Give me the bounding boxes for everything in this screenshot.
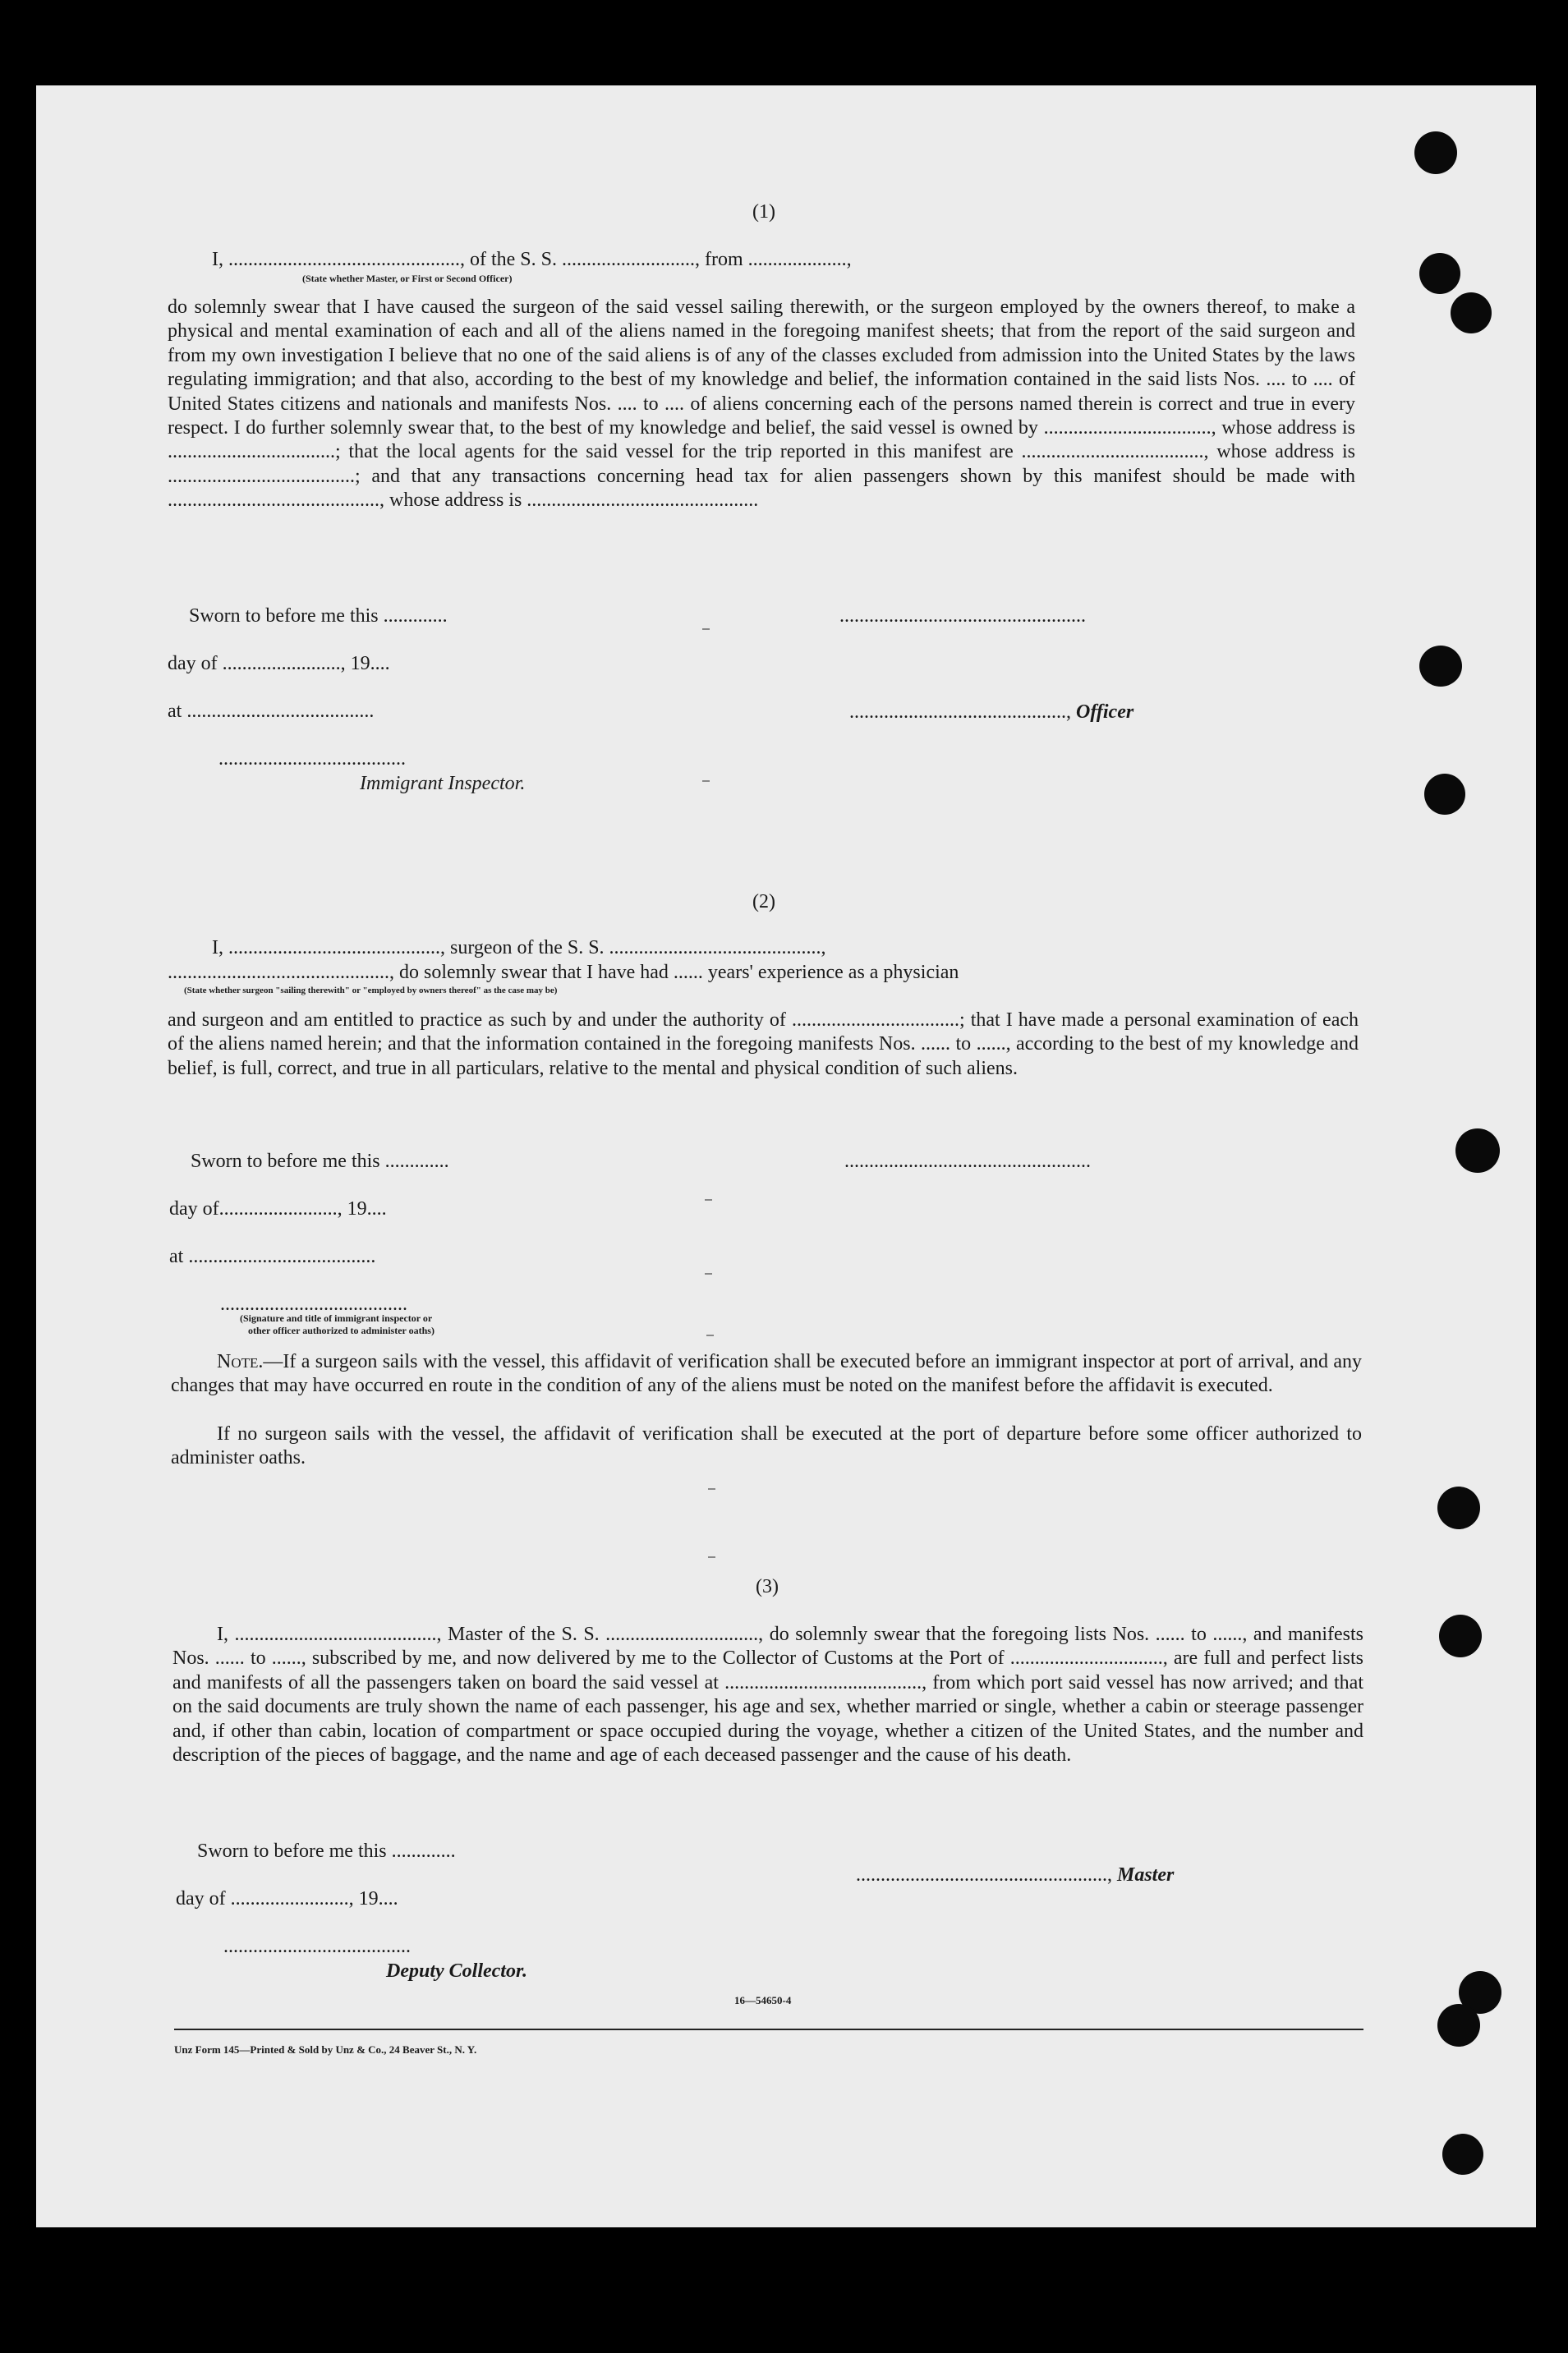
oath-body: do solemnly swear that I have caused the surgeon of the said vessel sailing therewith, or the surgeon employed by the owners thereof, to make a physical and mental examination of each and all of the aliens named in the foregoing manifest sheets; that from the report of the said surgeon and from my own investigation I believe that no one of the said aliens is of any of the classes excluded from admission into the United States by the laws regulating immigration; and that also, according to the best of my knowledge and belief, the information contained in the said lists Nos. .... to .... of United States citizens and nationals and manifests Nos. .... to .... of aliens concerning each of the persons named therein is correct and true in every respect. I do further solemnly swear that, to the best of my knowledge and belief, the said vessel is owned by .................................., whose address is ..................................; that the local agents for the said vessel for the trip reported in this manifest are ....................................., whose address is ......................................; and that any transactions concerning head tax for alien passengers shown by this manifest should be made with ..........................................., whose address is ............................................... xyxy=(168,296,1355,512)
officer-label: Officer xyxy=(1076,701,1134,723)
signature-line: .................................................. xyxy=(844,1151,1091,1172)
signature-line: ...................................... xyxy=(218,748,406,770)
sworn-line: Sworn to before me this ............. xyxy=(197,1841,456,1862)
day-line: day of ........................, 19.... xyxy=(176,1888,398,1910)
printer-credit: Unz Form 145—Printed & Sold by Unz & Co., 24 Beaver St., N. Y. xyxy=(174,2043,477,2056)
note-text: —If a surgeon sails with the vessel, this affidavit of verification shall be executed before an immigrant inspector at port of arrival, and any changes that may have occurred en route in the condition of any of the aliens must be noted on the manifest before the affidavit is executed. xyxy=(171,1351,1362,1397)
sworn-line: Sworn to before me this ............. xyxy=(191,1151,449,1172)
section-number: (2) xyxy=(752,891,775,912)
punch-hole xyxy=(1451,292,1492,333)
punch-hole xyxy=(1455,1128,1500,1173)
signature-line: ...................................... xyxy=(223,1936,411,1957)
signature-caption: other officer authorized to administer oaths) xyxy=(248,1325,435,1336)
oath-line: I, ..............................................., of the S. S. ..........................., from ...................., xyxy=(212,249,852,270)
speck xyxy=(702,780,710,782)
officer-line xyxy=(839,677,1133,724)
signature-label: Deputy Collector. xyxy=(386,1960,527,1982)
sworn-line: Sworn to before me this ............. xyxy=(189,605,448,627)
at-line: at ...................................... xyxy=(168,701,375,722)
punch-hole xyxy=(1419,253,1460,294)
speck xyxy=(708,1488,715,1490)
punch-hole xyxy=(1437,2004,1480,2047)
officer-signature-line: ............................................, xyxy=(849,701,1076,723)
field-caption: (State whether surgeon "sailing therewith" or "employed by owners thereof" as the case may be) xyxy=(184,986,558,995)
field-caption: (State whether Master, or First or Second Officer) xyxy=(302,273,513,284)
master-signature-line: ..................................................., xyxy=(856,1864,1117,1886)
form-code: 16—54650-4 xyxy=(734,1994,792,2006)
oath-line: ............................................., do solemnly swear that I have had ...... years' experience as a physician xyxy=(168,962,959,983)
day-line: day of........................, 19.... xyxy=(169,1198,387,1220)
punch-hole xyxy=(1439,1615,1482,1657)
section-number: (1) xyxy=(752,201,775,223)
speck xyxy=(706,1335,714,1336)
speck xyxy=(705,1199,712,1201)
master-label: Master xyxy=(1117,1864,1175,1886)
signature-label: Immigrant Inspector. xyxy=(360,773,526,794)
section-number: (3) xyxy=(756,1576,779,1597)
punch-hole xyxy=(1414,131,1457,174)
speck xyxy=(702,628,710,630)
punch-hole xyxy=(1437,1487,1480,1529)
oath-body: and surgeon and am entitled to practice as such by and under the authority of ..................................; that I have made a personal examination of each of the aliens named herein; and that the information contained in the foregoing manifests Nos. ...... to ......, according to the best of my knowledge and belief, is full, correct, and true in all particulars, relative to the mental and physical condition of such aliens. xyxy=(168,1009,1359,1079)
punch-hole xyxy=(1419,646,1462,687)
at-line: at ...................................... xyxy=(169,1246,376,1267)
note-paragraph xyxy=(171,1350,1362,1399)
speck xyxy=(708,1556,715,1558)
punch-hole xyxy=(1442,2134,1483,2175)
signature-caption: (Signature and title of immigrant inspector or xyxy=(240,1312,433,1324)
punch-hole xyxy=(1424,774,1465,815)
oath-body: I, ........................................., Master of the S. S. ..............................., do solemnly swear that the foregoing lists Nos. ...... to ......, and manifests Nos. ...... to ......, subscribed by me, and now delivered by me to the Collector of Customs at the Port of ..............................., are full and perfect lists and manifests of all the passengers taken on board the said vessel at ........................................, from which port said vessel has now arrived; and that on the said documents are truly shown the name of each passenger, his age and sex, whether married or single, whether a cabin or steerage passenger and, if other than cabin, location of compartment or space occupied during the voyage, whether a citizen of the United States, and the number and description of the pieces of baggage, and the name and age of each deceased passenger and the cause of his death. xyxy=(172,1624,1363,1767)
note-paragraph: If no surgeon sails with the vessel, the affidavit of verification shall be executed at the port of departure before some officer authorized to administer oaths. xyxy=(171,1423,1362,1469)
oath-line: I, ..........................................., surgeon of the S. S. ..........................................., xyxy=(212,937,826,958)
master-line xyxy=(846,1840,1174,1887)
note-label: Note. xyxy=(217,1351,264,1372)
speck xyxy=(705,1273,712,1275)
day-line: day of ........................, 19.... xyxy=(168,653,390,674)
footer-rule xyxy=(174,2029,1363,2030)
signature-line: .................................................. xyxy=(839,605,1086,627)
signature-line: ...................................... xyxy=(220,1294,407,1315)
